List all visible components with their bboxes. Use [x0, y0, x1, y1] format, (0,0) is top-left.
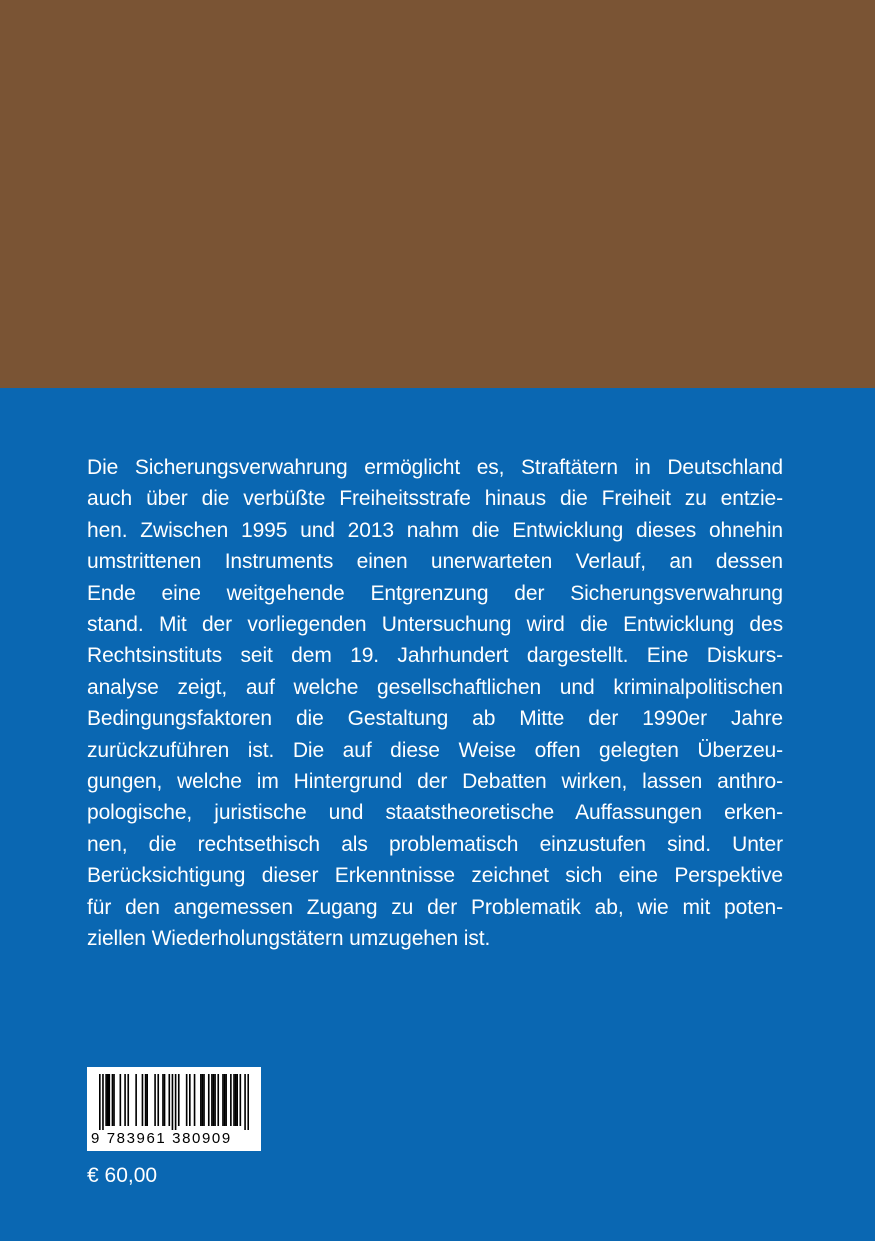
blurb-line: Berücksichtigung dieser Erkenntnisse zeichnet sich eine Perspektive	[87, 864, 783, 888]
blurb-line: pologische, juristische und staatstheoretische Auffassungen erken-	[87, 801, 783, 825]
blurb-line: zurückzuführen ist. Die auf diese Weise offen gelegten Überzeu-	[87, 738, 783, 762]
barcode-bar	[214, 1074, 216, 1126]
blurb-line: auch über die verbüßte Freiheitsstrafe hinaus die Freiheit zu entzie-	[87, 487, 783, 511]
barcode-bar	[194, 1074, 196, 1126]
barcode-bar	[99, 1074, 101, 1130]
blurb-line: Die Sicherungsverwahrung ermöglicht es, Straftätern in Deutschland	[87, 456, 783, 479]
barcode-bar	[247, 1074, 249, 1130]
barcode-bar	[202, 1074, 204, 1126]
barcode-bar	[107, 1074, 109, 1126]
barcode-bar	[236, 1074, 238, 1126]
barcode-bar	[175, 1074, 177, 1130]
blurb-line: ziellen Wiederholungstätern umzugehen ist.	[87, 927, 491, 951]
barcode-bar	[157, 1074, 159, 1126]
blurb-line: Rechtsinstituts seit dem 19. Jahrhundert dargestellt. Eine Diskurs-	[87, 644, 783, 668]
barcode-bar	[108, 1074, 110, 1126]
barcode-bar	[142, 1074, 144, 1126]
blurb-line: nen, die rechtsethisch als problematisch einzustufen sind. Unter	[87, 832, 783, 856]
barcode-bar	[124, 1074, 126, 1126]
barcode-bar	[102, 1074, 104, 1130]
barcode-bar	[224, 1074, 226, 1126]
blurb-line: umstrittenen Instruments einen unerwarteten Verlauf, an dessen	[87, 550, 783, 574]
barcode-bar	[225, 1074, 227, 1126]
barcode-bar	[135, 1074, 137, 1126]
barcode-bar	[168, 1074, 170, 1126]
isbn-number: 9 783961 380909	[91, 1130, 232, 1147]
isbn-barcode	[87, 1067, 261, 1151]
barcode-bar	[162, 1074, 164, 1126]
barcode-bar	[203, 1074, 205, 1126]
barcode-bar	[230, 1074, 232, 1126]
barcode-bar	[120, 1074, 122, 1126]
barcode-bars	[99, 1074, 249, 1130]
barcode-bar	[164, 1074, 166, 1126]
barcode-bar	[154, 1074, 156, 1126]
barcode-bar	[178, 1074, 180, 1126]
blurb-line: Ende eine weitgehende Entgrenzung der Sicherungsverwahrung	[87, 581, 783, 605]
barcode-bar	[172, 1074, 174, 1130]
barcode-bar	[213, 1074, 215, 1126]
barcode-bar	[222, 1074, 224, 1126]
blurb-line: Bedingungsfaktoren die Gestaltung ab Mitte der 1990er Jahre	[87, 707, 783, 731]
barcode-bar	[235, 1074, 237, 1126]
back-cover-blurb	[87, 452, 783, 955]
barcode-bar	[200, 1074, 202, 1126]
barcode-bar	[146, 1074, 148, 1126]
cover-top-band	[0, 0, 875, 388]
barcode-bar	[145, 1074, 147, 1126]
blurb-line: hen. Zwischen 1995 und 2013 nahm die Entwicklung dieses ohnehin	[87, 518, 783, 542]
barcode-bar	[127, 1074, 129, 1126]
blurb-line: gungen, welche im Hintergrund der Debatten wirken, lassen anthro-	[87, 770, 783, 794]
barcode-bar	[211, 1074, 213, 1126]
blurb-line: analyse zeigt, auf welche gesellschaftlichen und kriminalpolitischen	[87, 675, 783, 699]
barcode-bar	[105, 1074, 107, 1126]
blurb-line: für den angemessen Zugang zu der Problematik ab, wie mit poten-	[87, 895, 783, 919]
barcode-bar	[233, 1074, 235, 1126]
barcode-bar	[186, 1074, 188, 1126]
barcode-bar	[217, 1074, 219, 1126]
barcode-bar	[240, 1074, 242, 1126]
barcode-bar	[113, 1074, 115, 1126]
price-label: € 60,00	[87, 1164, 158, 1187]
barcode-bar	[208, 1074, 210, 1126]
barcode-bar	[112, 1074, 114, 1126]
blurb-line: stand. Mit der vorliegenden Untersuchung wird die Entwicklung des	[87, 613, 783, 637]
barcode-bar	[189, 1074, 191, 1126]
barcode-bar	[244, 1074, 246, 1130]
